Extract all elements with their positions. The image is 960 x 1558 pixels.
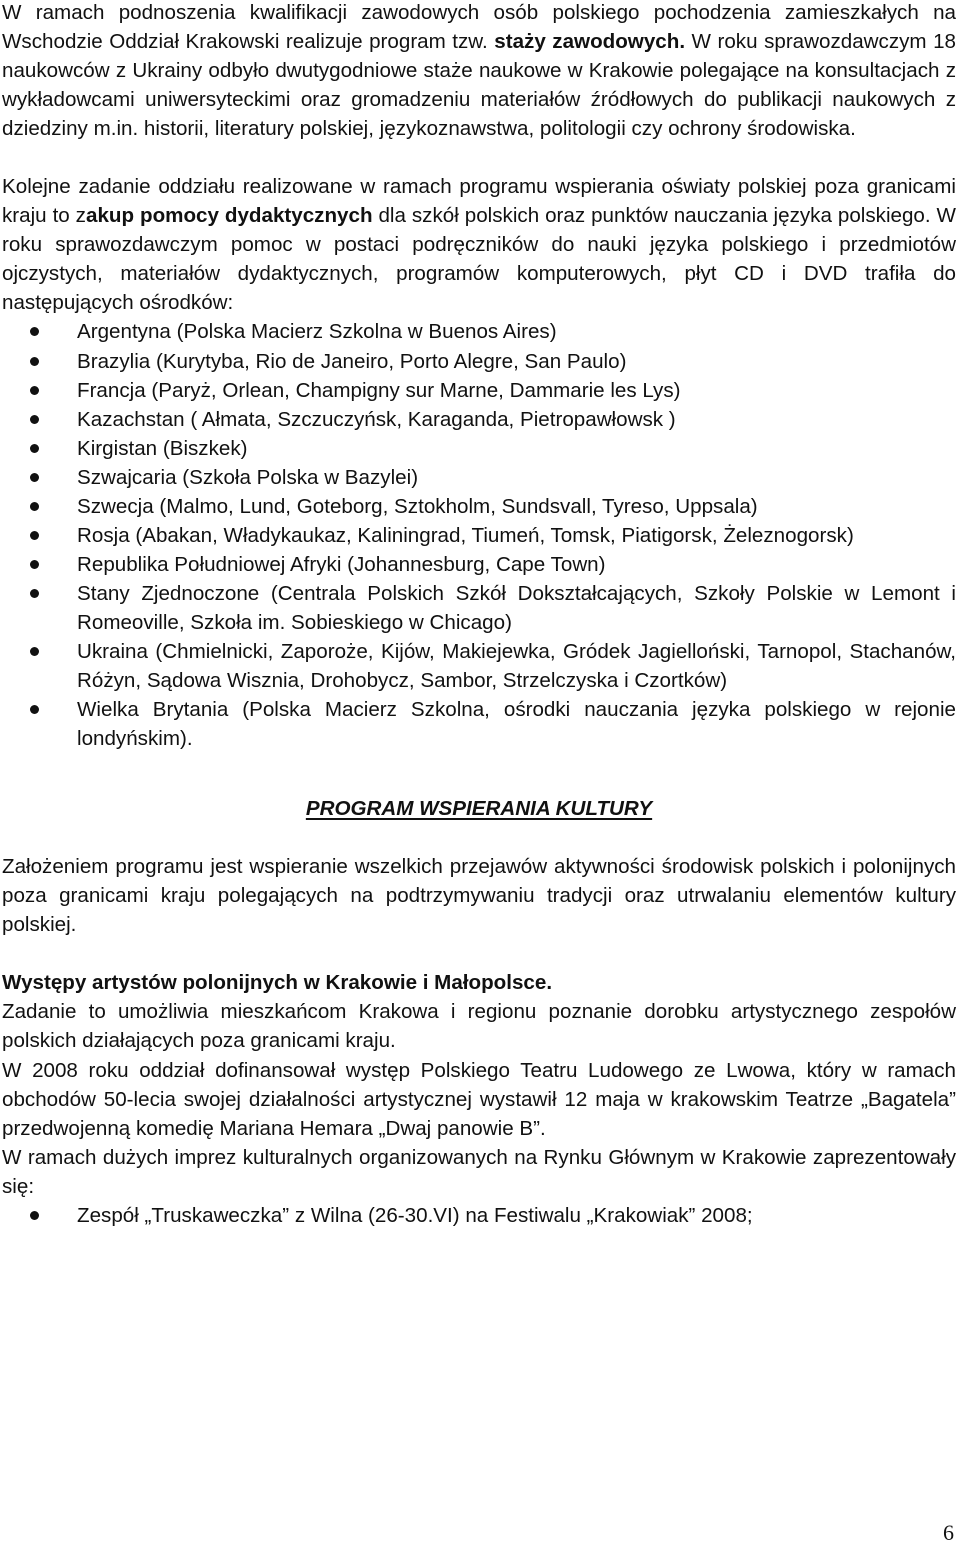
events-list bbox=[2, 1201, 956, 1230]
paragraph-spacer bbox=[2, 143, 956, 172]
paragraph-spacer bbox=[2, 939, 956, 968]
paragraph-internships-text-b: W roku sprawozdawczym 18 naukowców z Ukrainy odbyło dwutygodniowe staże naukowe w Krakowie polegające na konsultacjach z wykładowcami uniwersyteckimi oraz gromadzeniu materiałów źródłowych do publikacji naukowych z dziedziny m.in. historii, literatury polskiej, językoznawstwa, politologii czy ochrony środowiska. bbox=[2, 30, 956, 141]
paragraph-internships-text-a: W ramach podnoszenia kwalifikacji zawodowych osób polskiego pochodzenia zamieszkałych na Wschodzie Oddział Krakowski realizuje program tzw. bbox=[2, 1, 956, 54]
list-item: Zespół „Truskaweczka” z Wilna (26-30.VI) na Festiwalu „Krakowiak” 2008; bbox=[2, 1201, 956, 1230]
paragraph-teaching-aids-bold: akup pomocy dydaktycznych bbox=[85, 204, 373, 228]
sub-paragraph: Zadanie to umożliwia mieszkańcom Krakowa i regionu poznanie dorobku artystycznego zespołów polskich działających poza granicami kraju. bbox=[2, 1000, 956, 1053]
list-item: Ukraina (Chmielnicki, Zaporoże, Kijów, Makiejewka, Gródek Jagielloński, Tarnopol, Stachanów, Różyn, Sądowa Wisznia, Drohobycz, Sambor, Strzelczyska i Czortków) bbox=[2, 637, 956, 695]
list-item: Republika Południowej Afryki (Johannesburg, Cape Town) bbox=[2, 550, 956, 579]
list-item: Szwajcaria (Szkoła Polska w Bazylei) bbox=[2, 463, 956, 492]
paragraph-internships bbox=[2, 0, 956, 143]
locations-list bbox=[2, 317, 956, 753]
sub-paragraph: W ramach dużych imprez kulturalnych organizowanych na Rynku Głównym w Krakowie zaprezentowały się: bbox=[2, 1145, 956, 1198]
page-number: 6 bbox=[943, 1520, 954, 1545]
list-item: Szwecja (Malmo, Lund, Goteborg, Sztokholm, Sundsvall, Tyreso, Uppsala) bbox=[2, 492, 956, 521]
list-item: Argentyna (Polska Macierz Szkolna w Buenos Aires) bbox=[2, 317, 956, 346]
list-item: Stany Zjednoczone (Centrala Polskich Szkół Dokształcających, Szkoły Polskie w Lemont i Romeoville, Szkoła im. Sobieskiego w Chicago) bbox=[2, 579, 956, 637]
list-item: Wielka Brytania (Polska Macierz Szkolna, ośrodki nauczania języka polskiego w rejonie londyńskim). bbox=[2, 695, 956, 753]
paragraph-teaching-aids-text-a: Kolejne zadanie oddziału realizowane w ramach programu wspierania oświaty polskiej poza granicami kraju to z bbox=[2, 175, 956, 228]
list-item: Brazylia (Kurytyba, Rio de Janeiro, Porto Alegre, San Paulo) bbox=[2, 347, 956, 376]
sub-paragraph: W 2008 roku oddział dofinansował występ Polskiego Teatru Ludowego ze Lwowa, który w ramach obchodów 50-lecia swojej działalności artystycznej wystawił 12 maja w krakowskim Teatrze „Bagatela” przedwojenną komedię Mariana Hemara „Dwaj panowie B”. bbox=[2, 1058, 956, 1140]
document-page bbox=[2, 0, 956, 1230]
list-item: Kirgistan (Biszkek) bbox=[2, 434, 956, 463]
paragraph-teaching-aids-text-b: dla szkół polskich oraz punktów nauczania języka polskiego. W roku sprawozdawczym pomoc w postaci podręczników do nauki języka polskiego i przedmiotów ojczystych, materiałów dydaktycznych, programów komputerowych, płyt CD i DVD trafiła do następujących ośrodków: bbox=[2, 204, 956, 315]
paragraph-teaching-aids bbox=[2, 172, 956, 317]
subheading: Występy artystów polonijnych w Krakowie i Małopolsce. bbox=[2, 971, 553, 995]
section-intro: Założeniem programu jest wspieranie wszelkich przejawów aktywności środowisk polskich i polonijnych poza granicami kraju polegających na podtrzymywaniu tradycji oraz utrwalaniu elementów kultury polskiej. bbox=[2, 855, 956, 937]
list-item: Kazachstan ( Ałmata, Szczuczyńsk, Karaganda, Pietropawłowsk ) bbox=[2, 405, 956, 434]
list-item: Rosja (Abakan, Władykaukaz, Kaliningrad, Tiumeń, Tomsk, Piatigorsk, Żeleznogorsk) bbox=[2, 521, 956, 550]
section-title: PROGRAM WSPIERANIA KULTURY bbox=[305, 797, 653, 821]
paragraph-internships-bold: staży zawodowych. bbox=[494, 30, 686, 54]
list-item: Francja (Paryż, Orlean, Champigny sur Marne, Dammarie les Lys) bbox=[2, 376, 956, 405]
